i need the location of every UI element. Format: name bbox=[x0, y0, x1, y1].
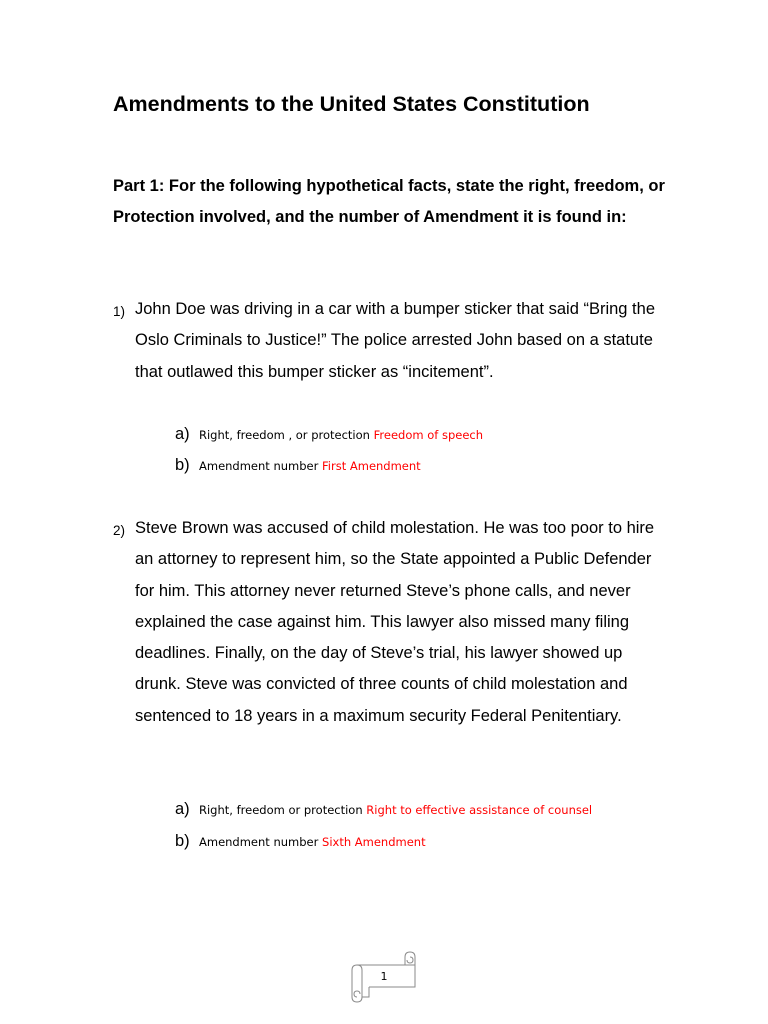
answer-letter: a) bbox=[175, 800, 190, 818]
page-number: 1 bbox=[380, 970, 388, 983]
question-number: 1) bbox=[113, 304, 126, 319]
answer-value: Sixth Amendment bbox=[322, 835, 426, 849]
answer-value: Freedom of speech bbox=[373, 428, 483, 442]
question-number: 2) bbox=[113, 523, 126, 538]
page-number-footer bbox=[349, 951, 419, 1003]
document-title: Amendments to the United States Constitution bbox=[113, 92, 590, 116]
answer-label: Amendment number bbox=[199, 835, 323, 849]
question-2-answer-b bbox=[175, 829, 426, 853]
question-1-answer-a bbox=[175, 422, 483, 446]
part-1-instructions: Part 1: For the following hypothetical facts, state the right, freedom, or Protection involved, and the number of Amendment it is found in: bbox=[113, 177, 665, 226]
answer-letter: a) bbox=[175, 425, 190, 443]
answer-label: Right, freedom , or protection bbox=[199, 428, 374, 442]
answer-letter: b) bbox=[175, 832, 190, 850]
question-text: John Doe was driving in a car with a bumper sticker that said “Bring the Oslo Criminals to Justice!” The police arrested John based on a statute that outlawed this bumper sticker as “incitement”. bbox=[135, 300, 655, 381]
question-2-answer-a bbox=[175, 797, 592, 821]
answer-value: Right to effective assistance of counsel bbox=[366, 803, 593, 817]
answer-label: Amendment number bbox=[199, 459, 323, 473]
answer-letter: b) bbox=[175, 456, 190, 474]
question-1-answer-b bbox=[175, 453, 421, 477]
answer-value: First Amendment bbox=[322, 459, 421, 473]
question-text: Steve Brown was accused of child molestation. He was too poor to hire an attorney to represent him, so the State appointed a Public Defender for him. This attorney never returned Steve’s phone calls, and never explained the case against him. This lawyer also missed many filing deadlines. Finally, on the day of Steve’s trial, his lawyer showed up drunk. Steve was convicted of three counts of child molestation and sentenced to 18 years in a maximum security Federal Penitentiary. bbox=[135, 519, 655, 725]
answer-label: Right, freedom or protection bbox=[199, 803, 367, 817]
